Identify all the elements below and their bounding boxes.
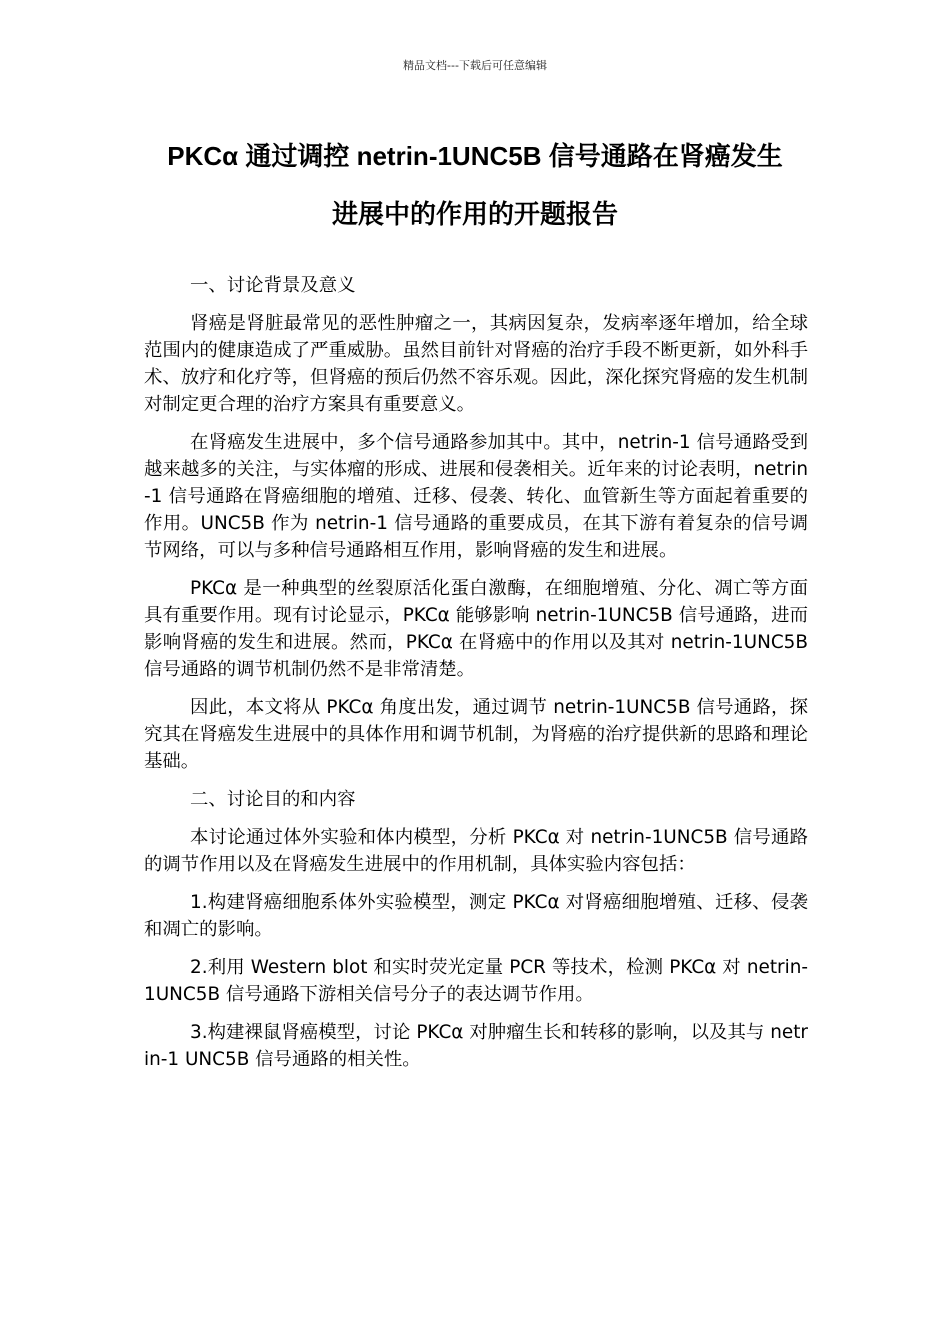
paragraph-3: PKCα 是一种典型的丝裂原活化蛋白激酶，在细胞增殖、分化、凋亡等方面具有重要作用。现有讨论显示，PKCα 能够影响 netrin-1UNC5B 信号通路，进而影响肾癌的发生和进展。然而，PKCα 在肾癌中的作用以及其对 netrin-1UNC5B 信号通路的调节机制仍然不是非常清楚。 xyxy=(144,578,808,680)
section-heading-objectives: 二、讨论目的和内容 xyxy=(190,789,356,810)
page-header-note: 精品文档---下载后可任意编辑 xyxy=(403,59,547,72)
list-item-1: 1.构建肾癌细胞系体外实验模型，测定 PKCα 对肾癌细胞增殖、迁移、侵袭和凋亡的影响。 xyxy=(144,892,808,940)
paragraph-4: 因此，本文将从 PKCα 角度出发，通过调节 netrin-1UNC5B 信号通路，探究其在肾癌发生进展中的具体作用和调节机制，为肾癌的治疗提供新的思路和理论基础。 xyxy=(144,697,808,772)
paragraph-1: 肾癌是肾脏最常见的恶性肿瘤之一，其病因复杂，发病率逐年增加，给全球范围内的健康造成了严重威胁。虽然目前针对肾癌的治疗手段不断更新，如外科手术、放疗和化疗等，但肾癌的预后仍然不容乐观。因此，深化探究肾癌的发生机制对制定更合理的治疗方案具有重要意义。 xyxy=(144,313,808,415)
document-title-line-2: 进展中的作用的开题报告 xyxy=(331,199,618,229)
section-heading-background: 一、讨论背景及意义 xyxy=(190,275,356,296)
document-body xyxy=(144,272,808,1084)
list-item-2: 2.利用 Western blot 和实时荧光定量 PCR 等技术，检测 PKCα 对 netrin-1UNC5B 信号通路下游相关信号分子的表达调节作用。 xyxy=(144,957,808,1005)
document-title-line-1: PKCα 通过调控 netrin-1UNC5B 信号通路在肾癌发生 xyxy=(167,141,783,171)
list-item-3: 3.构建裸鼠肾癌模型，讨论 PKCα 对肿瘤生长和转移的影响，以及其与 netrin-1 UNC5B 信号通路的相关性。 xyxy=(144,1022,808,1070)
paragraph-5: 本讨论通过体外实验和体内模型，分析 PKCα 对 netrin-1UNC5B 信号通路的调节作用以及在肾癌发生进展中的作用机制，具体实验内容包括： xyxy=(144,827,808,875)
paragraph-2: 在肾癌发生进展中，多个信号通路参加其中。其中，netrin-1 信号通路受到越来越多的关注，与实体瘤的形成、进展和侵袭相关。近年来的讨论表明，netrin-1 信号通路在肾癌细胞的增殖、迁移、侵袭、转化、血管新生等方面起着重要的作用。UNC5B 作为 netrin-1 信号通路的重要成员，在其下游有着复杂的信号调节网络，可以与多种信号通路相互作用，影响肾癌的发生和进展。 xyxy=(144,432,808,561)
